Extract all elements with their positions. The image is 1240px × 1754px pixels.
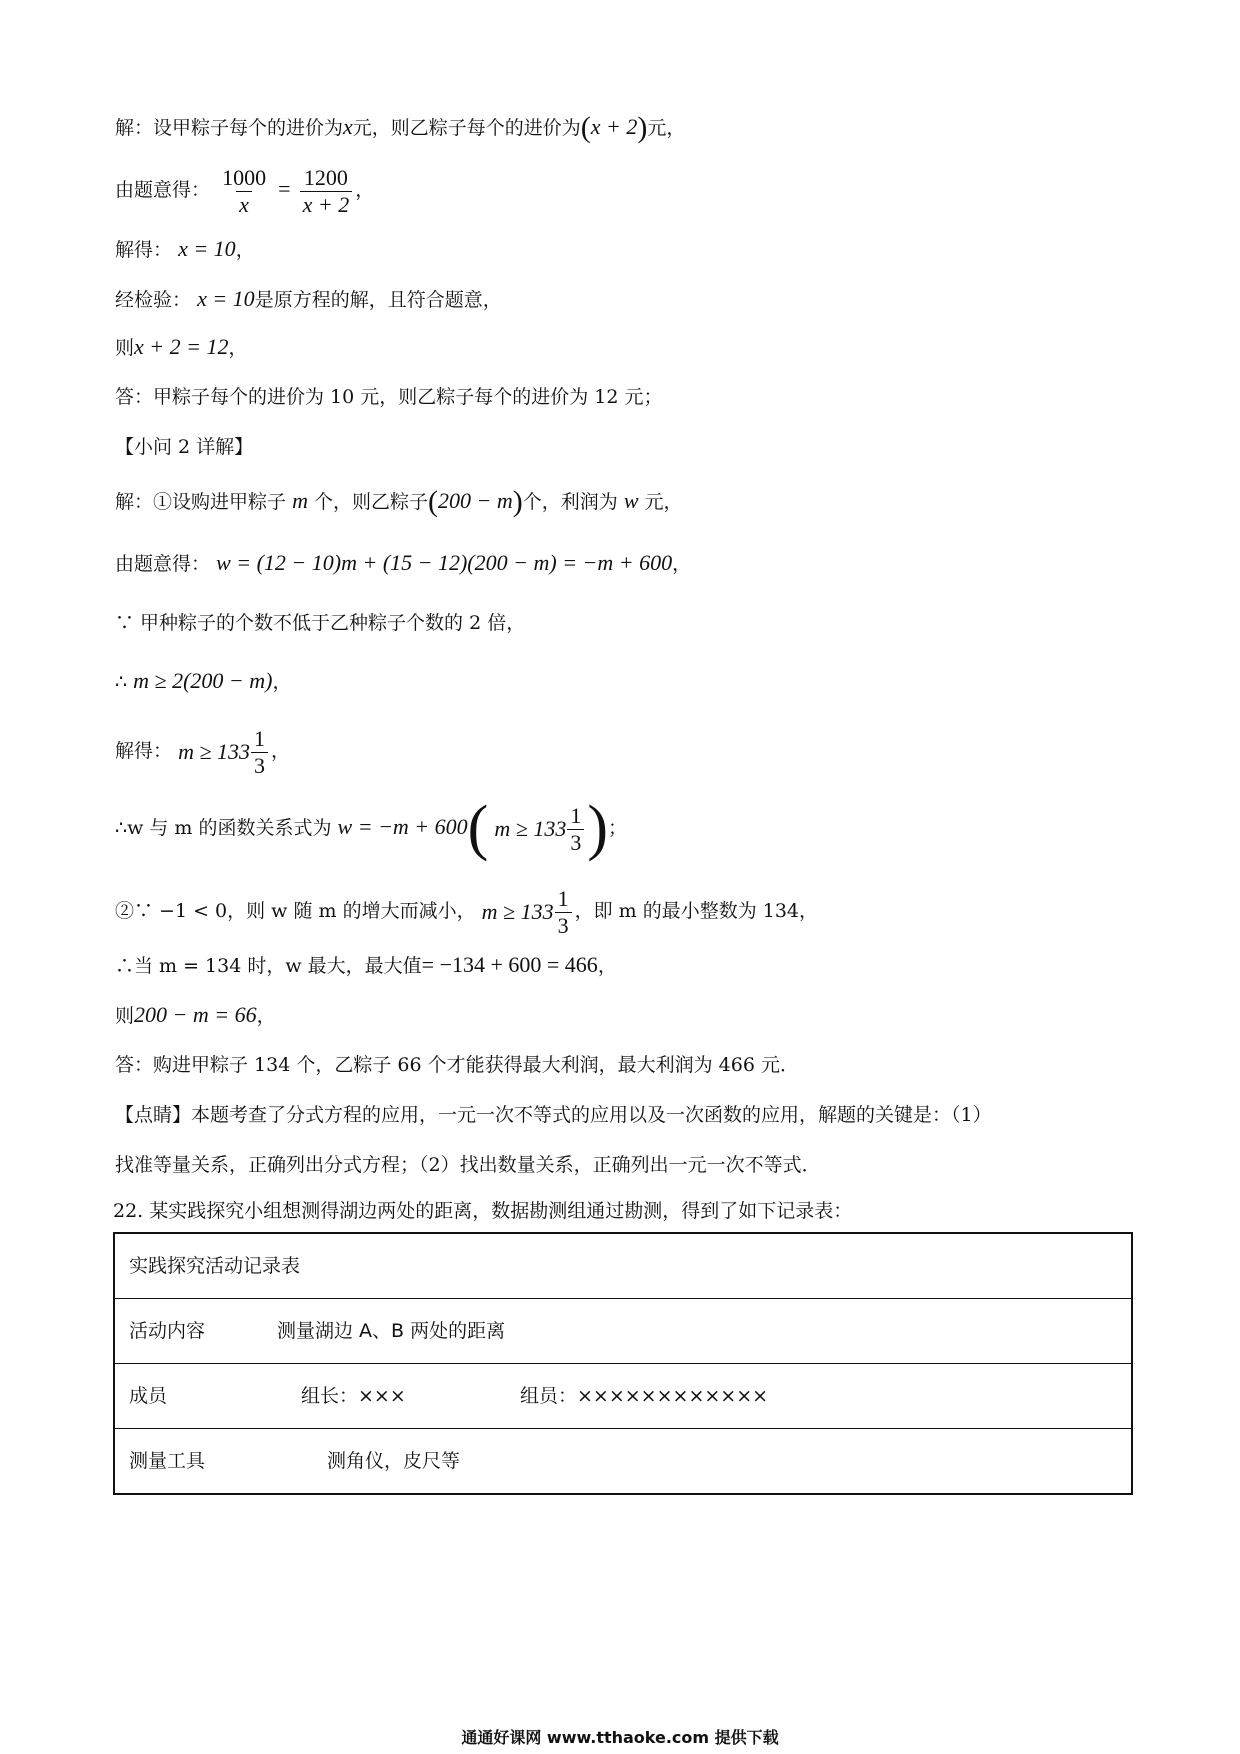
solution2-line4 bbox=[115, 666, 292, 697]
text: 解得： bbox=[115, 740, 173, 762]
text: ∴w 与 m 的函数关系式为 bbox=[115, 817, 332, 839]
solution1-line5 bbox=[115, 332, 248, 363]
solution2-answer: 答：购进甲粽子 134 个，乙粽子 66 个才能获得最大利润，最大利润为 466 元． bbox=[115, 1054, 799, 1076]
section2-heading: 【小问 2 详解】 bbox=[115, 436, 254, 458]
text: 个，则乙粽子 bbox=[314, 491, 429, 513]
solution1-answer: 答：甲粽子每个的进价为 10 元，则乙粽子每个的进价为 12 元； bbox=[115, 386, 663, 408]
table-row bbox=[115, 1428, 1131, 1493]
math-expr: x = 10 bbox=[178, 236, 236, 261]
text: ； bbox=[607, 817, 627, 839]
text: 解得： bbox=[115, 239, 173, 261]
table-row bbox=[115, 1234, 1131, 1298]
tools-value: 测角仪，皮尺等 bbox=[327, 1450, 461, 1472]
question-22-text: 22. 某实践探究小组想测得湖边两处的距离，数据勘测组通过勘测，得到了如下记录表： bbox=[113, 1200, 853, 1222]
mixed-number: m ≥ 133 $\frac{1}{3}$ bbox=[178, 721, 271, 783]
solution2-line7 bbox=[115, 880, 818, 943]
text: ∴当 m = 134 时，w 最大，最大值 bbox=[115, 955, 422, 977]
text: ， bbox=[272, 671, 292, 693]
text: 元， bbox=[644, 491, 683, 513]
text: ∴ bbox=[115, 671, 128, 693]
solution2-line2 bbox=[115, 548, 691, 579]
math-expr: m ≥ 2(200 − m) bbox=[133, 668, 273, 693]
mixed-number: m ≥ 133 $\frac{1}{3}$ bbox=[482, 881, 575, 943]
table-row bbox=[115, 1363, 1131, 1428]
commentary-line1: 【点睛】本题考查了分式方程的应用，一元一次不等式的应用以及一次函数的应用，解题的关键是：（1） bbox=[115, 1104, 992, 1126]
solution1-line4 bbox=[115, 284, 502, 315]
math-expr: w = (12 − 10)m + (15 − 12)(200 − m) = −m + 600 bbox=[216, 550, 673, 575]
text: ， bbox=[355, 179, 375, 201]
solution1-line2: 由题意得： $\frac{1000}{x}$ = $\frac{1200}{x + 2}$ ， bbox=[115, 164, 375, 217]
solution2-line6: ∴w 与 m 的函数关系式为 w = −m + 600( m ≥ 133 $\frac{1}{3}$ )； bbox=[115, 794, 627, 862]
text: ， bbox=[597, 955, 617, 977]
math-expr: = −134 + 600 = 466 bbox=[421, 952, 598, 977]
leader-value: 组长：××× bbox=[301, 1385, 406, 1407]
math-expr: w = −m + 600 bbox=[337, 814, 468, 839]
math-expr: x + 2 = 12 bbox=[134, 334, 229, 359]
solution1-line1: 解：设甲粽子每个的进价为x元，则乙粽子每个的进价为(x + 2)元， bbox=[115, 111, 686, 144]
text: ， bbox=[256, 1005, 276, 1027]
members-label: 成员 bbox=[129, 1385, 168, 1407]
solution2-line9 bbox=[115, 1000, 276, 1031]
tools-label: 测量工具 bbox=[129, 1450, 206, 1472]
commentary-line2: 找准等量关系，正确列出分式方程；（2）找出数量关系，正确列出一元一次不等式． bbox=[115, 1154, 821, 1176]
text: 由题意得： bbox=[115, 553, 211, 575]
solution2-line1: 解：①设购进甲粽子 m 个，则乙粽子(200 − m)个，利润为 w 元， bbox=[115, 485, 683, 518]
record-table bbox=[113, 1232, 1133, 1495]
activity-label: 活动内容 bbox=[129, 1320, 206, 1342]
text: 由题意得： bbox=[115, 179, 211, 201]
activity-value: 测量湖边 A、B 两处的距离 bbox=[277, 1320, 506, 1342]
math-expr: 200 − m bbox=[438, 488, 513, 513]
text: ②∵ −1 < 0，则 w 随 m 的增大而减小， bbox=[115, 900, 476, 922]
fraction: $\frac{1200}{x + 2}$ bbox=[300, 166, 353, 217]
text: 元，则乙粽子每个的进价为 bbox=[352, 117, 581, 139]
text: 解：设甲粽子每个的进价为 bbox=[115, 117, 344, 139]
text: 则 bbox=[115, 1005, 135, 1027]
math-expr: x = 10 bbox=[197, 286, 255, 311]
text: ， bbox=[228, 337, 248, 359]
math-expr: 200 − m = 66 bbox=[134, 1002, 257, 1027]
text: 经检验： bbox=[115, 289, 192, 311]
math-expr: x + 2 bbox=[590, 114, 638, 139]
table-title: 实践探究活动记录表 bbox=[129, 1255, 301, 1277]
solution1-line3 bbox=[115, 234, 255, 265]
members-value: 组员：×××××××××××× bbox=[520, 1385, 769, 1407]
text: 解：①设购进甲粽子 bbox=[115, 491, 287, 513]
math-var: w bbox=[623, 488, 639, 513]
text: 个，利润为 bbox=[522, 491, 618, 513]
mixed-number: m ≥ 133 $\frac{1}{3}$ bbox=[494, 798, 587, 860]
math-var: x bbox=[343, 114, 353, 139]
math-var: m bbox=[292, 488, 308, 513]
solution2-line8 bbox=[115, 950, 617, 981]
fraction: $\frac{1000}{x}$ bbox=[222, 164, 267, 217]
text: 元， bbox=[647, 117, 686, 139]
solution2-line5 bbox=[115, 720, 290, 783]
solution2-line3: ∵ 甲种粽子的个数不低于乙种粽子个数的 2 倍， bbox=[115, 612, 526, 634]
text: 则 bbox=[115, 337, 135, 359]
page-footer: 通通好课网 www.tthaoke.com 提供下载 bbox=[461, 1728, 779, 1747]
text: ，即 m 的最小整数为 134， bbox=[574, 900, 818, 922]
text: ， bbox=[235, 239, 255, 261]
text: ， bbox=[271, 740, 291, 762]
text: 是原方程的解，且符合题意， bbox=[254, 289, 502, 311]
table-row bbox=[115, 1298, 1131, 1363]
text: ， bbox=[672, 553, 692, 575]
